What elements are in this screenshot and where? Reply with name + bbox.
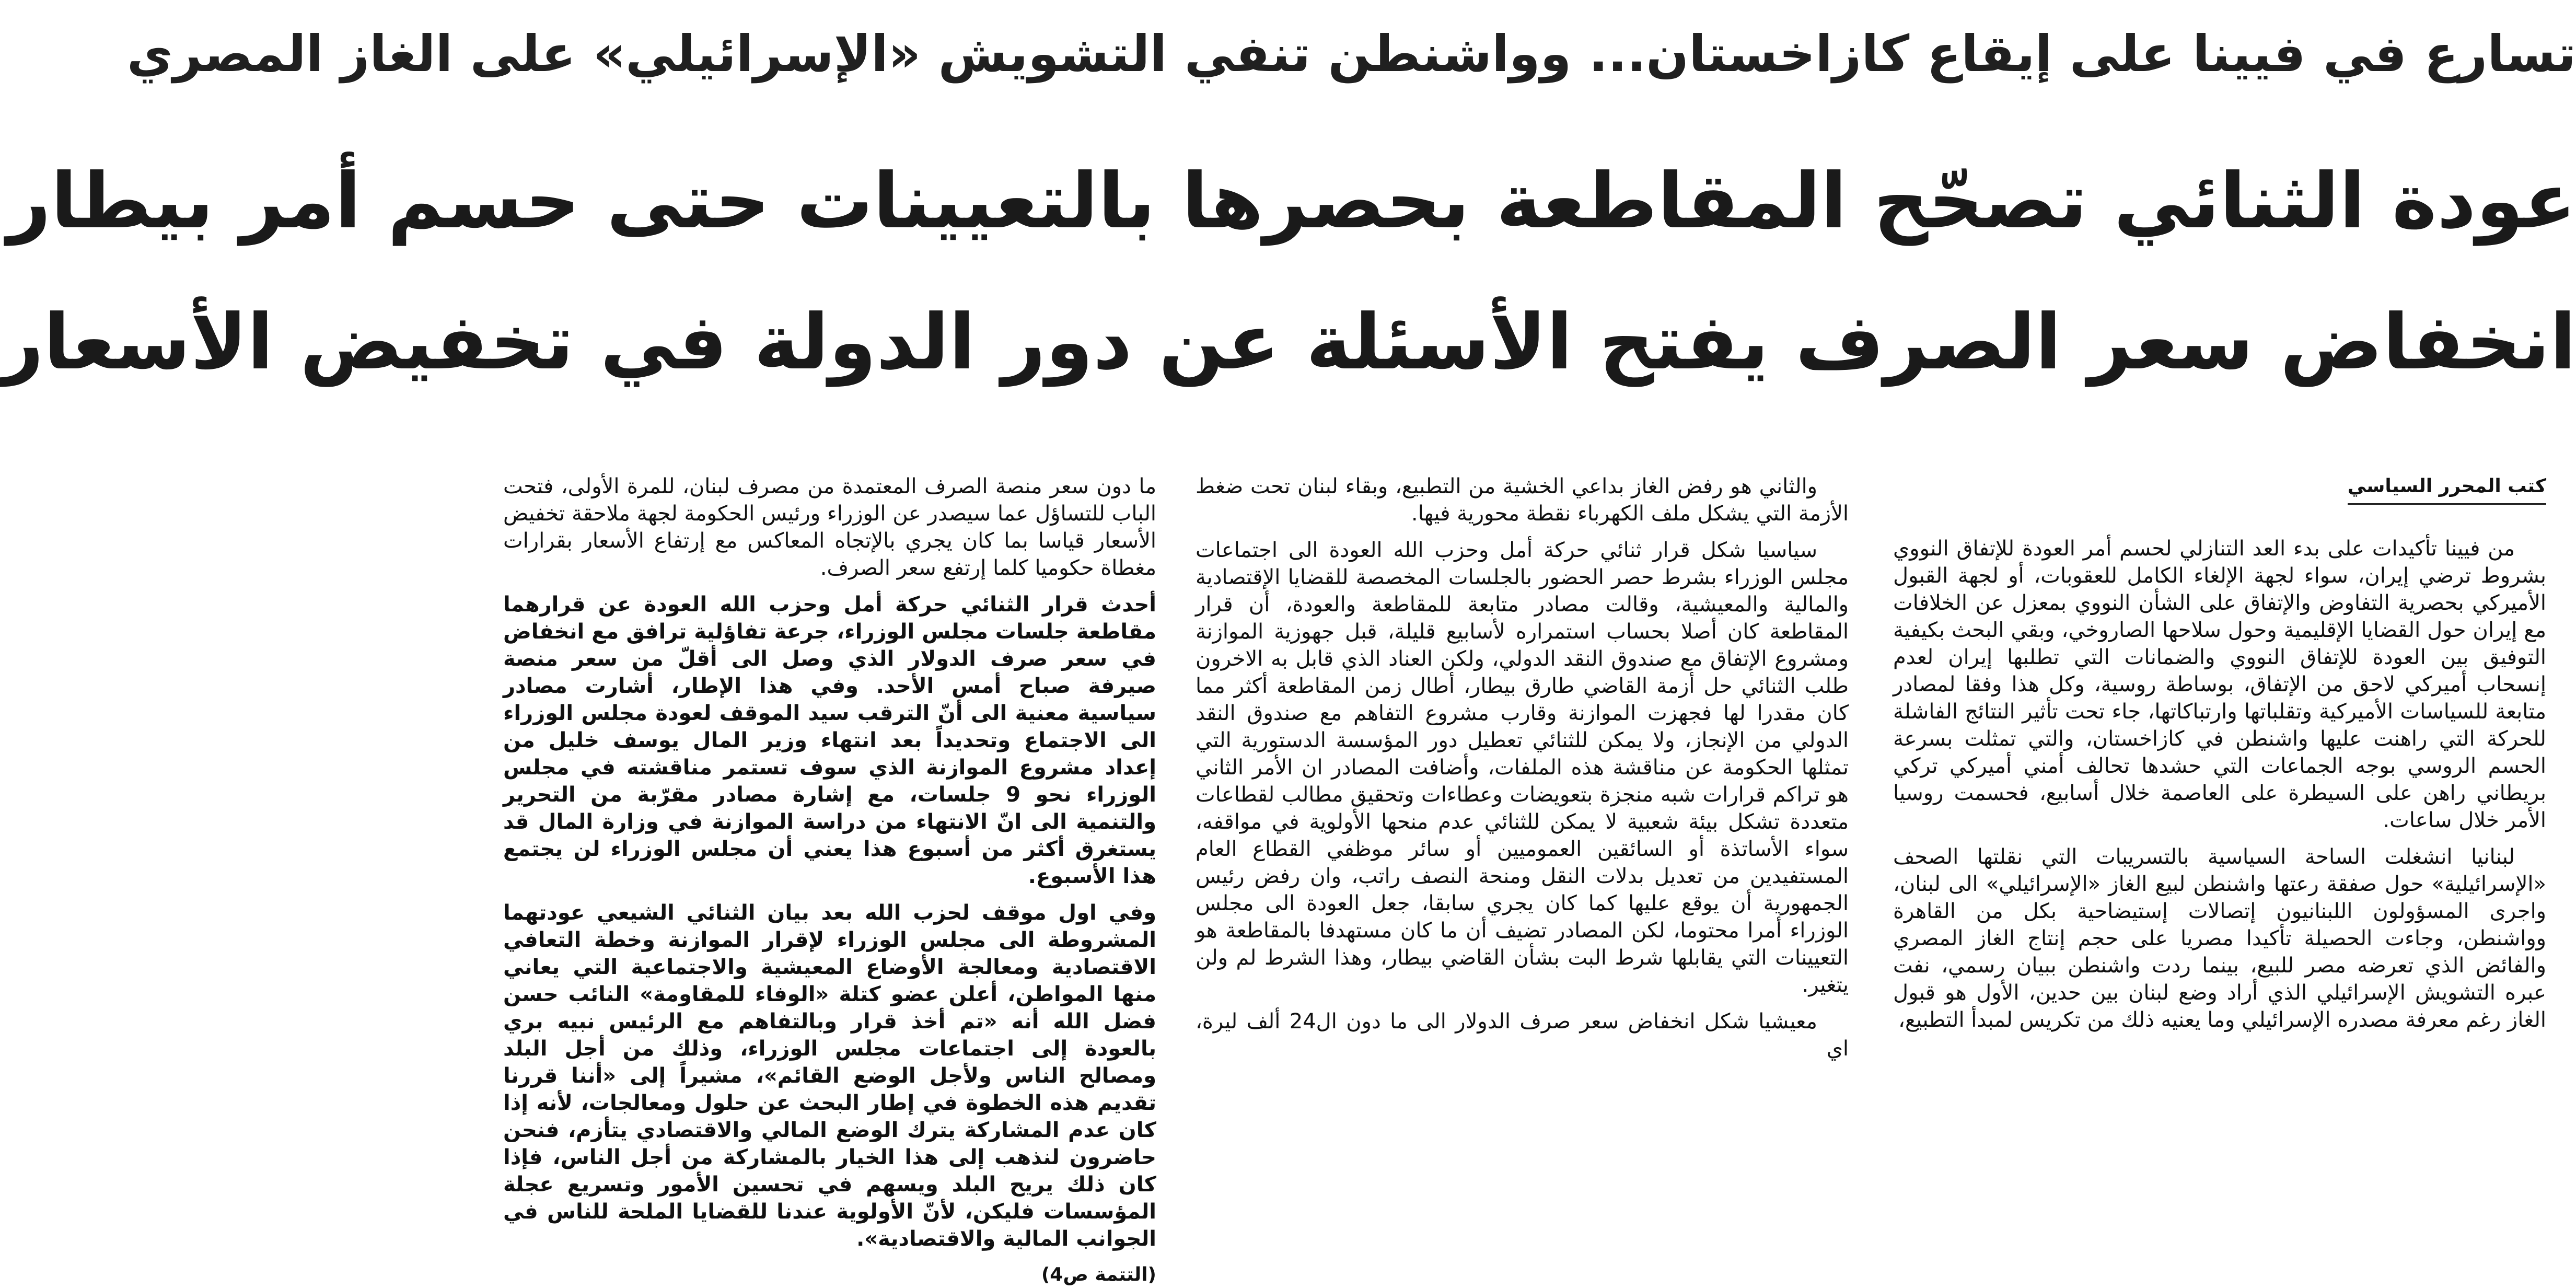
column-paragraph: من فيينا تأكيدات على بدء العد التنازلي لحسم أمر العودة للإتفاق النووي بشروط ترضي إيران، سواء لجهة الإلغاء الكامل للعقوبات، أو لجهة القبول الأميركي بحصرية التفاوض والإتفاق على الشأن النووي بمعزل عن الخلافات مع إيران حول القضايا الإقليمية وحول سلاحها الصاروخي، وبقي البحث بكيفية التوفيق بين العودة للإتفاق النووي والضمانات التي تطلبها إيران لعدم إنسحاب أميركي لاحق من الإتفاق، بوساطة روسية، وكل هذا وفقا لمصادر متابعة للسياسات الأميركية وتقلباتها وارتباكاتها، جاء تحت تأثير النتائج الفاشلة للحركة التي راهنت عليها واشنطن في كازاخستان، والتي تمثلت بسرعة الحسم الروسي بوجه الجماعات التي حشدها تحالف أمني أميركي تركي بريطاني راهن على السيطرة على العاصمة خلال أسابيع، فحسمت روسيا الأمر خلال ساعات. bbox=[1893, 537, 2546, 832]
article-column-middle bbox=[1196, 473, 1849, 1061]
continued-note: (التتمة ص4) bbox=[1041, 1264, 1156, 1285]
column-paragraph: وفي اول موقف لحزب الله بعد بيان الثنائي الشيعي عودتهما المشروطة الى مجلس الوزراء لإقرار الموازنة وخطة التعافي الاقتصادية ومعالجة الأوضاع المعيشية والاجتماعية التي يعاني منها المواطن، أعلن عضو كتلة «الوفاء للمقاومة» النائب حسن فضل الله أنه «تم أخذ قرار وبالتفاهم مع الرئيس نبيه بري بالعودة إلى اجتماعات مجلس الوزراء، وذلك من أجل البلد ومصالح الناس ولأجل الوضع القائم»، مشيراً إلى «أننا قررنا تقديم هذه الخطوة في إطار البحث عن حلول ومعالجات، لأنه إذا كان عدم المشاركة يترك الوضع المالي والاقتصادي يتأزم، فنحن حاضرون لنذهب إلى هذا الخيار بالمشاركة من أجل الناس، فإذا كان ذلك يريح البلد ويسهم في تحسين الأمور وتسريع عجلة المؤسسات فليكن، لأنّ الأولوية عندنا للقضايا الملحة للناس في الجوانب المالية والاقتصادية». bbox=[503, 901, 1156, 1251]
column-paragraph: لبنانيا انشغلت الساحة السياسية بالتسريبات التي نقلتها الصحف «الإسرائيلية» حول صفقة رعتها واشنطن لبيع الغاز «الإسرائيلي» الى لبنان، واجرى المسؤولون اللبنانيون إتصالات إستيضاحية بكل من القاهرة وواشنطن، وجاءت الحصيلة تأكيدا مصريا على حجم إنتاج الغاز المصري والفائض الذي تعرضه مصر للبيع، بينما ردت واشنطن ببيان رسمي، نفت عبره التشويش الإسرائيلي الذي أراد وضع لبنان بين حدين، الأول هو قبول الغاز رغم معرفة مصدره الإسرائيلي وما يعنيه ذلك من تكريس لمبدأ التطبيع، bbox=[1893, 845, 2546, 1032]
column-paragraph: أحدث قرار الثنائي حركة أمل وحزب الله العودة عن قرارهما مقاطعة جلسات مجلس الوزراء، جرعة تفاؤلية ترافق مع انخفاض في سعر صرف الدولار الذي وصل الى أقلّ من سعر منصة صيرفة صباح أمس الأحد. وفي هذا الإطار، أشارت مصادر سياسية معنية الى أنّ الترقب سيد الموقف لعودة مجلس الوزراء الى الاجتماع وتحديداً بعد انتهاء وزير المال يوسف خليل من إعداد مشروع الموازنة الذي سوف تستمر مناقشته في مجلس الوزراء نحو 9 جلسات، مع إشارة مصادر مقرّبة من التحرير والتنمية الى انّ الانتهاء من دراسة الموازنة في وزارة المال قد يستغرق أكثر من أسبوع هذا يعني أن مجلس الوزراء لن يجتمع هذا الأسبوع. bbox=[503, 593, 1156, 888]
column-paragraph: والثاني هو رفض الغاز بداعي الخشية من التطبيع، وبقاء لبنان تحت ضغط الأزمة التي يشكل ملف الكهرباء نقطة محورية فيها. bbox=[1196, 474, 1849, 526]
sub-headline: انخفاض سعر الصرف يفتح الأسئلة عن دور الدولة في تخفيض الأسعار bbox=[0, 298, 2576, 387]
byline: كتب المحرر السياسي bbox=[2348, 473, 2546, 505]
column-paragraph: معيشيا شكل انخفاض سعر صرف الدولار الى ما دون ال24 ألف ليرة، اي bbox=[1196, 1009, 1849, 1061]
column-paragraph: سياسيا شكل قرار ثنائي حركة أمل وحزب الله العودة الى اجتماعات مجلس الوزراء بشرط حصر الحضور بالجلسات المخصصة للقضايا الإقتصادية والمالية والمعيشية، وقالت مصادر متابعة للمقاطعة والعودة، أن قرار المقاطعة كان أصلا بحساب استمراره لأسابيع قليلة، قبل جهوزية الموازنة ومشروع الإتفاق مع صندوق النقد الدولي، ولكن العناد الذي قابل به الاخرون طلب الثنائي حل أزمة القاضي طارق بيطار، أطال زمن المقاطعة أكثر مما كان مقدرا لها فجهزت الموازنة وقارب مشروع التفاهم مع صندوق النقد الدولي من الإنجاز، ولا يمكن للثنائي تعطيل دور المؤسسة الدستورية التي تمثلها الحكومة عن مناقشة هذه الملفات، وأضافت المصادر ان الأمر الثاني هو تراكم قرارات شبه منجزة بتعويضات وعطاءات وتحقيق مطالب لقطاعات متعددة تشكل بيئة شعبية لا يمكن للثنائي عدم منحها الأولوية في مواقفه، سواء الأساتذة أو السائقين العموميين أو سائر موظفي القطاع العام المستفيدين من تعديل بدلات النقل ومنحة النصف راتب، وان رفض رئيس الجمهورية أن يوقع عليها كما كان يجري سابقا، جعل العودة الى مجلس الوزراء أمرا محتوما، لكن المصادر تضيف أن ما كان مستهدفا بالمقاطعة هو التعيينات التي يقابلها شرط البت بشأن القاضي بيطار، وهذا الشرط لم ولن يتغير. bbox=[1196, 538, 1849, 997]
main-headline: عودة الثنائي تصحّح المقاطعة بحصرها بالتعيينات حتى حسم أمر بيطار bbox=[7, 157, 2576, 246]
article-column-right bbox=[1893, 473, 2546, 1053]
column-paragraph: ما دون سعر منصة الصرف المعتمدة من مصرف لبنان، للمرة الأولى، فتحت الباب للتساؤل عما سيصدر عن الوزراء ورئيس الحكومة لجهة ملاحقة تخفيض الأسعار قياسا بما كان يجري بالإتجاه المعاكس مع إرتفاع الأسعار بقرارات مغطاة حكوميا كلما إرتفع سعر الصرف. bbox=[503, 474, 1156, 580]
kicker-headline: تسارع في فيينا على إيقاع كازاخستان... وواشنطن تنفي التشويش «الإسرائيلي» على الغاز المصري bbox=[126, 25, 2576, 83]
article-column-left bbox=[503, 473, 1156, 1285]
